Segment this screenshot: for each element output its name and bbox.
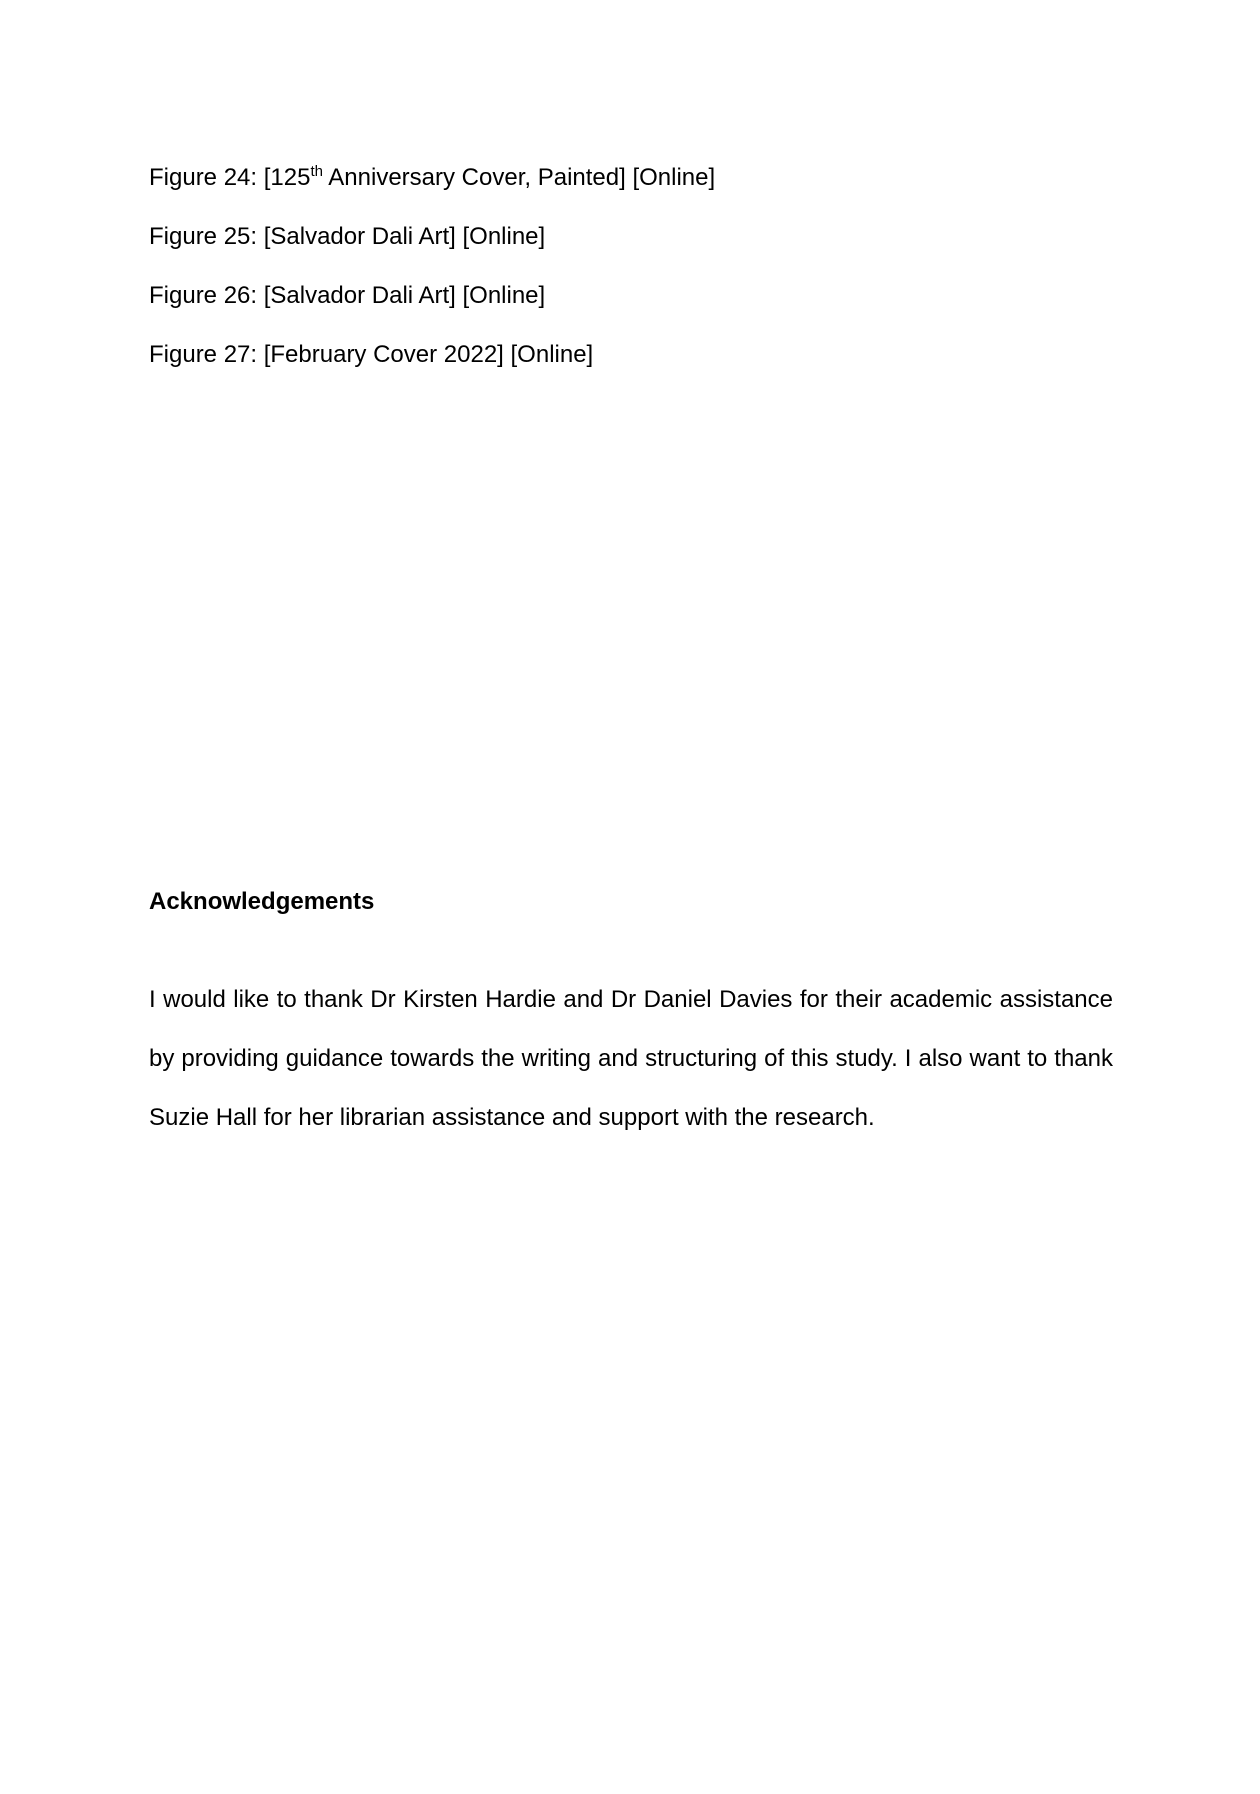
figure-caption-text: Figure 24: [125 (149, 164, 311, 191)
figure-caption-text: Figure 27: [February Cover 2022] [Online] (149, 341, 594, 368)
figure-list-item (149, 325, 1109, 384)
acknowledgements-heading: Acknowledgements (149, 888, 375, 915)
figure-list-item (149, 148, 1109, 207)
figure-caption-text-end: Anniversary Cover, Painted] [Online] (322, 164, 716, 191)
figure-list-item (149, 266, 1109, 325)
figure-caption-text: Figure 25: [Salvador Dali Art] [Online] (149, 223, 546, 250)
figure-list (149, 148, 1109, 384)
figure-list-item (149, 207, 1109, 266)
acknowledgements-paragraph: I would like to thank Dr Kirsten Hardie and Dr Daniel Davies for their academic assistance by providing guidance towards the writing and structuring of this study. I also want to thank Suzie Hall for her librarian assistance and support with the research. (149, 986, 1113, 1131)
figure-caption-text: Figure 26: [Salvador Dali Art] [Online] (149, 282, 546, 309)
acknowledgements-section (149, 886, 1113, 1147)
figure-caption-superscript: th (310, 163, 323, 180)
